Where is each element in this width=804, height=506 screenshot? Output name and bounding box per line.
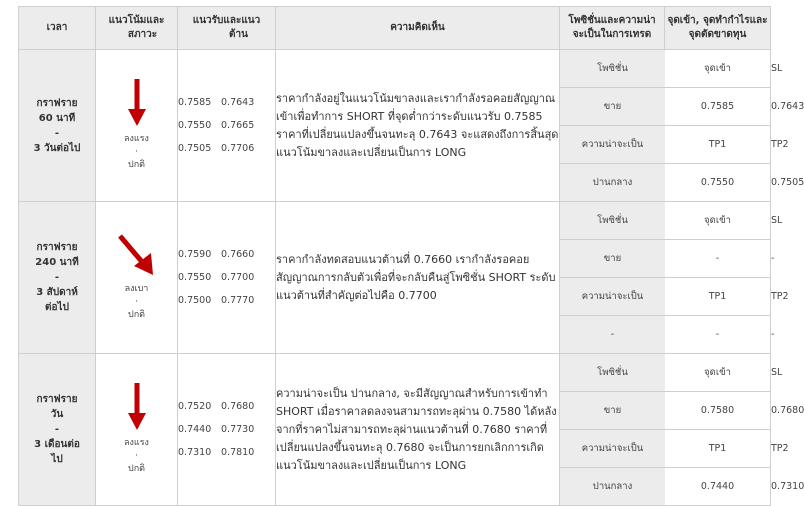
comment-cell: ราคากำลังทดสอบแนวต้านที่ 0.7660 เรากำลังรอคอยสัญญาณการกลับตัวเพื่อที่จะกลับคืนสู่โพซิชั่น SHORT ระดับแนวต้านที่สำคัญต่อไปคือ 0.7700 <box>276 202 560 354</box>
grid-row: ความน่าจะเป็น TP1 TP2 <box>560 126 770 164</box>
level-pair <box>178 137 275 160</box>
support-level: 0.7550 <box>178 272 212 283</box>
level-pair <box>178 395 275 418</box>
grid-cell: - <box>560 316 665 354</box>
header-comment: ความคิดเห็น <box>276 7 560 50</box>
timeframe-line: ต่อไป <box>45 302 69 313</box>
resistance-level: 0.7660 <box>221 249 255 260</box>
grid-cell: ความน่าจะเป็น <box>560 126 665 164</box>
grid-cell: โพซิชั่น <box>560 354 665 392</box>
trend-condition: ปกติ <box>127 310 145 320</box>
timeframe-line: - <box>54 272 60 283</box>
grid-cell: ขาย <box>560 88 665 126</box>
table-row <box>19 354 771 506</box>
grid-row: ขาย 0.7580 0.7680 <box>560 392 770 430</box>
grid-cell: - <box>665 240 770 278</box>
header-support-resistance <box>178 7 276 50</box>
timeframe-line: ไป <box>51 454 63 465</box>
header-position-line1: โพซิชั่นและความน่า <box>568 15 656 26</box>
trend-state: ลงเบา <box>124 284 149 294</box>
grid-cell: ความน่าจะเป็น <box>560 278 665 316</box>
grid-cell: 0.7440 <box>665 468 770 506</box>
support-level: 0.7550 <box>178 120 212 131</box>
grid-row: ความน่าจะเป็น TP1 TP2 <box>560 430 770 468</box>
levels-cell <box>178 354 276 506</box>
resistance-level: 0.7643 <box>221 97 255 108</box>
levels-cell <box>178 202 276 354</box>
trade-grid-cell <box>560 50 804 202</box>
grid-cell: โพซิชั่น <box>560 50 665 88</box>
support-level: 0.7500 <box>178 295 212 306</box>
level-pair <box>178 418 275 441</box>
trade-grid <box>560 354 804 505</box>
arrow-down-icon <box>127 383 147 431</box>
grid-cell: ปานกลาง <box>560 468 665 506</box>
grid-cell: จุดเข้า <box>665 202 770 240</box>
grid-cell: จุดเข้า <box>665 354 770 392</box>
trend-cell <box>96 202 178 354</box>
resistance-level: 0.7730 <box>221 424 255 435</box>
timeframe-line: กราฟราย <box>36 394 78 405</box>
timeframe-line: 3 วันต่อไป <box>33 142 81 154</box>
grid-row: ความน่าจะเป็น TP1 TP2 <box>560 278 770 316</box>
grid-cell: 0.7550 <box>665 164 770 202</box>
level-pair <box>178 243 275 266</box>
grid-row: - - - <box>560 316 770 354</box>
timeframe-cell <box>19 50 96 202</box>
grid-row: โพซิชั่น จุดเข้า SL <box>560 202 770 240</box>
grid-row: โพซิชั่น จุดเข้า SL <box>560 354 770 392</box>
timeframe-line: - <box>54 424 60 435</box>
levels-cell <box>178 50 276 202</box>
grid-row: ขาย 0.7585 0.7643 <box>560 88 770 126</box>
resistance-level: 0.7665 <box>221 120 255 131</box>
grid-cell: ปานกลาง <box>560 164 665 202</box>
grid-row: ปานกลาง 0.7550 0.7505 <box>560 164 770 202</box>
resistance-level: 0.7810 <box>221 447 255 458</box>
timeframe-line: กราฟราย <box>36 97 78 109</box>
resistance-level: 0.7700 <box>221 272 255 283</box>
level-pair <box>178 114 275 137</box>
header-trend-line2: สภาวะ <box>127 29 158 40</box>
support-level: 0.7585 <box>178 97 212 108</box>
level-pair <box>178 441 275 464</box>
comment-cell: ราคากำลังอยู่ในแนวโน้มขาลงและเรากำลังรอคอยสัญญาณเข้าเพื่อทำการ SHORT ที่จุดต่ำกว่าระดับแนวรับ 0.7585 ราคาที่เปลี่ยนแปลงขึ้นจนทะลุ 0.7643 จะแสดงถึงการสิ้นสุดแนวโน้มขาลงและเปลี่ยนเป็นการ LONG <box>276 50 560 202</box>
grid-cell: 0.7585 <box>665 88 770 126</box>
grid-cell: โพซิชั่น <box>560 202 665 240</box>
timeframe-cell <box>19 354 96 506</box>
header-position-line2: จะเป็นในการเทรด <box>572 29 652 40</box>
grid-cell: 0.7580 <box>665 392 770 430</box>
trend-cell <box>96 50 178 202</box>
forecast-table-wrapper <box>18 6 804 506</box>
grid-cell: TP1 <box>665 126 770 164</box>
grid-cell: TP1 <box>665 278 770 316</box>
arrow-down-right-icon <box>117 233 157 277</box>
trend-condition: ปกติ <box>127 160 145 170</box>
resistance-level: 0.7680 <box>221 401 255 412</box>
timeframe-line: 3 สัปดาห์ <box>36 287 78 298</box>
trend-cell <box>96 354 178 506</box>
trend-state: ลงแรง <box>124 134 149 144</box>
grid-cell: TP1 <box>665 430 770 468</box>
trend-condition: ปกติ <box>127 464 145 474</box>
header-trend <box>96 7 178 50</box>
support-level: 0.7310 <box>178 447 212 458</box>
grid-row: โพซิชั่น จุดเข้า SL <box>560 50 770 88</box>
timeframe-cell <box>19 202 96 354</box>
header-row <box>19 7 771 50</box>
table-row <box>19 202 771 354</box>
support-level: 0.7590 <box>178 249 212 260</box>
trade-grid-cell <box>560 202 789 354</box>
support-level: 0.7505 <box>178 143 212 154</box>
grid-cell: - <box>665 316 770 354</box>
trend-separator: · <box>135 297 138 307</box>
comment-cell: ความน่าจะเป็น ปานกลาง, จะมีสัญญาณสำหรับการเข้าทำ SHORT เมื่อราคาลดลงจนสามารถทะลุผ่าน 0.7580 ได้หลังจากที่ราคาไม่สามารถทะลุผ่านแนวต้านที่ 0.7680 ราคาที่เปลี่ยนแปลงขึ้นจนทะลุ 0.7680 จะเป็นการยกเลิกการเกิดแนวโน้มขาลงและเปลี่ยนเป็นการ LONG <box>276 354 560 506</box>
header-trend-line1: แนวโน้มและ <box>108 15 165 26</box>
header-position <box>560 7 665 50</box>
grid-cell: จุดเข้า <box>665 50 770 88</box>
header-sr-line1: แนวรับและแนว <box>192 15 261 26</box>
support-level: 0.7440 <box>178 424 212 435</box>
timeframe-line: 240 นาที <box>35 257 79 268</box>
grid-row: ปานกลาง 0.7440 0.7310 <box>560 468 770 506</box>
support-level: 0.7520 <box>178 401 212 412</box>
trend-state: ลงแรง <box>124 438 149 448</box>
resistance-level: 0.7770 <box>221 295 255 306</box>
trade-grid-cell <box>560 354 804 506</box>
resistance-level: 0.7706 <box>221 143 255 154</box>
header-entry-line1: จุดเข้า, จุดทำกำไรและ <box>667 15 768 26</box>
grid-cell: ขาย <box>560 240 665 278</box>
level-pair <box>178 289 275 312</box>
header-entry <box>665 7 771 50</box>
level-pair <box>178 91 275 114</box>
timeframe-line: วัน <box>50 409 64 420</box>
trade-grid <box>560 50 804 201</box>
timeframe-line: กราฟราย <box>36 242 78 253</box>
header-entry-line2: จุดตัดขาดทุน <box>688 29 747 40</box>
forecast-table <box>18 6 804 506</box>
level-pair <box>178 266 275 289</box>
timeframe-line: - <box>54 127 60 139</box>
header-time: เวลา <box>19 7 96 50</box>
grid-cell: ขาย <box>560 392 665 430</box>
grid-row: ขาย - - <box>560 240 770 278</box>
trend-separator: · <box>135 147 138 157</box>
trend-separator: · <box>135 451 138 461</box>
trade-grid <box>560 202 789 353</box>
header-sr-line2: ต้าน <box>229 29 248 40</box>
grid-cell: ความน่าจะเป็น <box>560 430 665 468</box>
timeframe-line: 3 เดือนต่อ <box>34 439 80 450</box>
timeframe-line: 60 นาที <box>38 112 76 124</box>
arrow-down-icon <box>127 79 147 127</box>
table-row <box>19 50 771 202</box>
